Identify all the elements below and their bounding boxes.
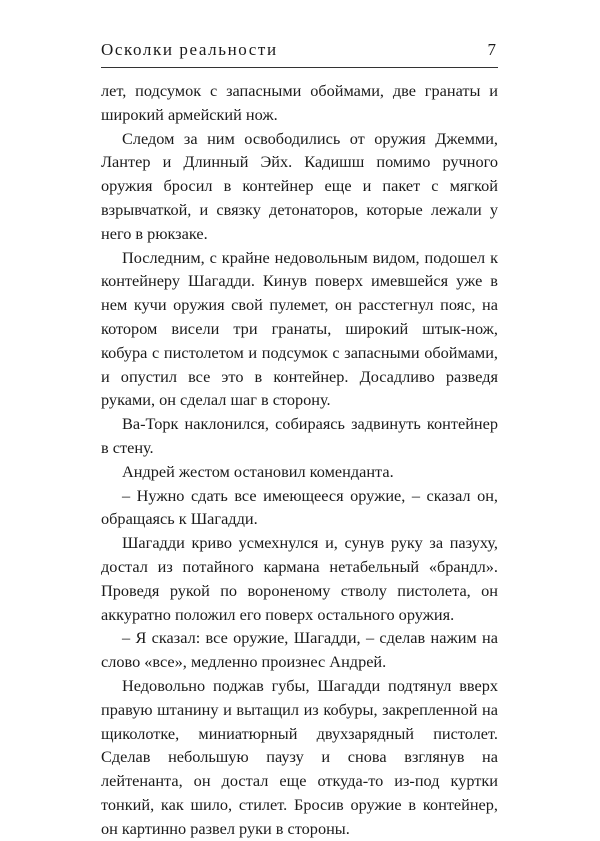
paragraph: Недовольно поджав губы, Шагадди подтянул вверх правую штанину и вытащил из кобуры, закрепленной на щиколотке, миниатюрный двухзарядный пистолет. Сделав небольшую паузу и снова взглянув на лейтенанта, он достал еще откуда-то из-под куртки тонкий, как шило, стилет. Бросив оружие в контейнер, он картинно развел руки в стороны.: [101, 675, 498, 838]
header-rule: [101, 67, 498, 68]
paragraph: Следом за ним освободились от оружия Джемми, Лантер и Длинный Эйх. Кадишш помимо ручного оружия бросил в контейнер еще и пакет с мягкой взрывчаткой, и связку детонаторов, которые лежали у него в рюкзаке.: [101, 128, 498, 243]
page-number: 7: [487, 40, 496, 59]
paragraph: Шагадди криво усмехнулся и, сунув руку за пазуху, достал из потайного кармана нетабельный «брандл». Проведя рукой по вороненому стволу пистолета, он аккуратно положил его поверх остального оружия.: [101, 533, 498, 624]
paragraph: – Я сказал: все оружие, Шагадди, – сделав нажим на слово «все», медленно произнес Андрей.: [101, 628, 498, 672]
running-header: [101, 40, 498, 64]
paragraph: – Нужно сдать все имеющееся оружие, – сказал он, обращаясь к Шагадди.: [101, 485, 498, 529]
paragraph: Последним, с крайне недовольным видом, подошел к контейнеру Шагадди. Кинув поверх имевшейся уже в нем кучи оружия свой пулемет, он расстегнул пояс, на котором висели три гранаты, широкий штык-нож, кобура с пистолетом и подсумок с запасными обоймами, и опустил все это в контейнер. Досадливо разведя руками, он сделал шаг в сторону.: [101, 247, 498, 410]
paragraph: Ва-Торк наклонился, собираясь задвинуть контейнер в стену.: [101, 414, 498, 457]
body-text: [101, 79, 498, 841]
running-title: Осколки реальности: [101, 40, 278, 59]
paragraph: лет, подсумок с запасными обоймами, две гранаты и широкий армейский нож.: [101, 81, 498, 124]
paragraph: Андрей жестом остановил коменданта.: [122, 461, 394, 481]
